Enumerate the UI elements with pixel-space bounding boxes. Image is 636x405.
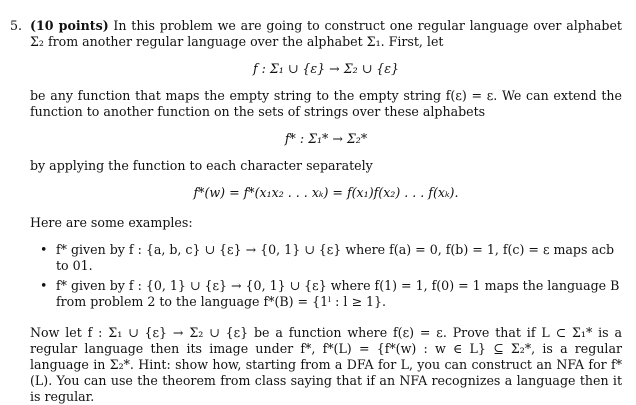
- equation-fstar-definition: f* : Σ₁* → Σ₂*: [284, 131, 368, 146]
- intro-paragraph: [30, 18, 622, 50]
- example-item: • f* given by f : {a, b, c} ∪ {ε} → {0, 1} ∪ {ε} where f(a) = 0, f(b) = 1, f(c) = ε maps acb to 01.: [56, 242, 622, 274]
- example-item: • f* given by f : {0, 1} ∪ {ε} → {0, 1} ∪ {ε} where f(1) = 1, f(0) = 1 maps the language B from problem 2 to the language f*(B) = {1ˡ : l ≥ 1}.: [56, 278, 622, 310]
- paragraph-apply: by applying the function to each character separately: [30, 158, 373, 173]
- problem-number: 5.: [10, 18, 23, 33]
- points-label: (10 points): [30, 18, 109, 33]
- paragraph-extend: be any function that maps the empty string to the empty string f(ε) = ε. We can extend the function to another function on the sets of strings over these alphabets: [30, 88, 622, 119]
- equation-f-definition: f : Σ₁ ∪ {ε} → Σ₂ ∪ {ε}: [252, 61, 400, 76]
- final-paragraph: Now let f : Σ₁ ∪ {ε} → Σ₂ ∪ {ε} be a function where f(ε) = ε. Prove that if L ⊂ Σ₁* is a regular language then its image under f*, f*(L) = {f*(w) : w ∈ L} ⊆ Σ₂*, is a regular language in Σ₂*. Hint: show how, starting from a DFA for L, you can construct an NFA for f*(L). You can use the theorem from class saying that if an NFA recognizes a language then it is regular.: [30, 325, 622, 404]
- problem-5: [10, 18, 622, 405]
- problem-body: [30, 18, 622, 405]
- examples-intro: Here are some examples:: [30, 215, 193, 230]
- equation-fstar-expansion: f*(w) = f*(x₁x₂ . . . xₖ) = f(x₁)f(x₂) . . . f(xₖ).: [193, 185, 459, 200]
- examples-list: [30, 242, 622, 310]
- intro-text: In this problem we are going to construct one regular language over alphabet Σ₂ from another regular language over the alphabet Σ₁. First, let: [30, 18, 622, 49]
